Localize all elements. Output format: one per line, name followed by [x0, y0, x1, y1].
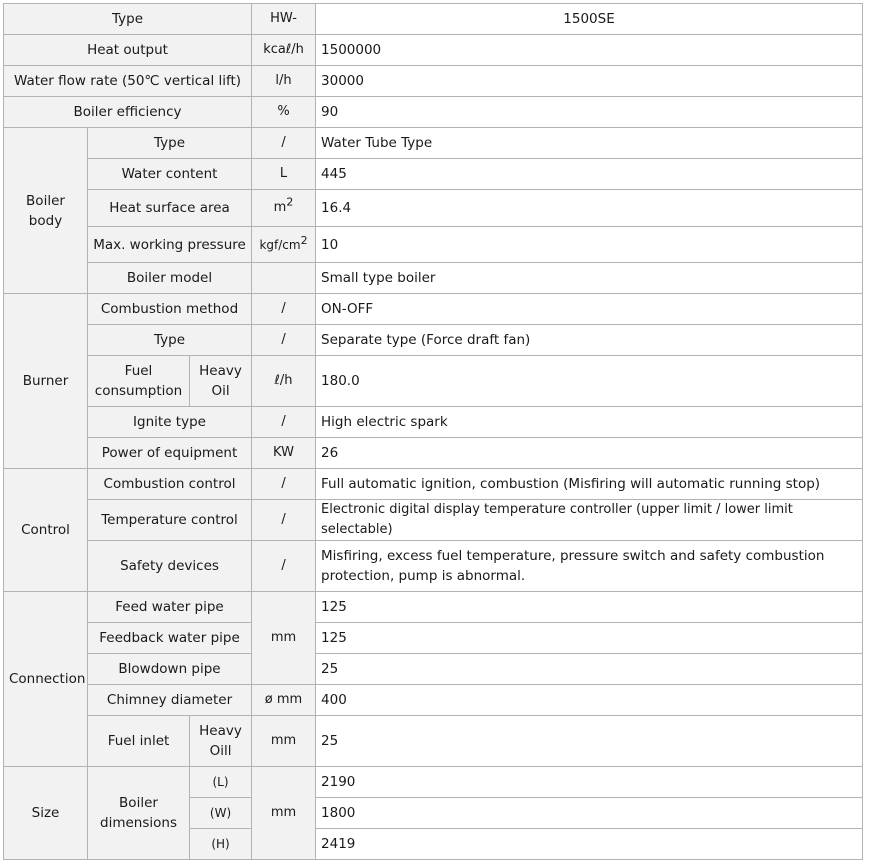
combustion-control-label: Combustion control: [88, 469, 252, 500]
heat-output-value: 1500000: [316, 35, 863, 66]
body-type-label: Type: [88, 128, 252, 159]
max-pressure-unit: kgf/$cm^2$: [252, 227, 316, 263]
ignite-type-label: Ignite type: [88, 407, 252, 438]
burner-type-unit: /: [252, 325, 316, 356]
table-row: [4, 159, 863, 190]
boiler-dimensions-label: Boiler dimensions: [88, 767, 190, 860]
dimension-h-value: 2419: [316, 829, 863, 860]
combustion-control-unit: /: [252, 469, 316, 500]
body-type-unit: /: [252, 128, 316, 159]
table-row: [4, 716, 863, 767]
fuel-inlet-value: 25: [316, 716, 863, 767]
fuel-consumption-value: 180.0: [316, 356, 863, 407]
dimension-w-label: (W): [190, 798, 252, 829]
burner-type-value: Separate type (Force draft fan): [316, 325, 863, 356]
fuel-consumption-label: Fuel consumption: [88, 356, 190, 407]
fuel-consumption-unit: ℓ/h: [252, 356, 316, 407]
max-pressure-label: Max. working pressure: [88, 227, 252, 263]
burner-group: Burner: [4, 294, 88, 469]
table-row: [4, 407, 863, 438]
temperature-control-unit: /: [252, 500, 316, 541]
water-content-label: Water content: [88, 159, 252, 190]
temperature-control-value: Electronic digital display temperature controller (upper limit / lower limit selectable): [316, 500, 863, 541]
body-type-value: Water Tube Type: [316, 128, 863, 159]
water-flow-label: Water flow rate (50℃ vertical lift): [4, 66, 252, 97]
dimension-h-label: (H): [190, 829, 252, 860]
table-row: [4, 66, 863, 97]
feedback-water-label: Feedback water pipe: [88, 623, 252, 654]
ignite-type-unit: /: [252, 407, 316, 438]
fuel-consumption-sub: Heavy Oil: [190, 356, 252, 407]
table-row: [4, 592, 863, 623]
table-row: [4, 190, 863, 227]
model-value: 1500SE: [316, 4, 863, 35]
table-row: [4, 767, 863, 798]
power-label: Power of equipment: [88, 438, 252, 469]
dimension-w-value: 1800: [316, 798, 863, 829]
connection-group: Connection: [4, 592, 88, 767]
safety-devices-value: Misfiring, excess fuel temperature, pressure switch and safety combustion protection, pump is abnormal.: [316, 541, 863, 592]
heat-surface-label: Heat surface area: [88, 190, 252, 227]
boiler-model-value: Small type boiler: [316, 263, 863, 294]
table-row: [4, 227, 863, 263]
heat-output-label: Heat output: [4, 35, 252, 66]
table-row: [4, 500, 863, 541]
size-unit: mm: [252, 767, 316, 860]
table-row: [4, 263, 863, 294]
blowdown-value: 25: [316, 654, 863, 685]
type-label: Type: [4, 4, 252, 35]
power-value: 26: [316, 438, 863, 469]
heat-surface-value: 16.4: [316, 190, 863, 227]
type-unit: HW-: [252, 4, 316, 35]
power-unit: KW: [252, 438, 316, 469]
heat-surface-unit: $m^2$: [252, 190, 316, 227]
temperature-control-label: Temperature control: [88, 500, 252, 541]
heat-output-unit: kcaℓ/h: [252, 35, 316, 66]
chimney-label: Chimney diameter: [88, 685, 252, 716]
burner-type-label: Type: [88, 325, 252, 356]
efficiency-label: Boiler efficiency: [4, 97, 252, 128]
table-row: [4, 541, 863, 592]
chimney-value: 400: [316, 685, 863, 716]
fuel-inlet-unit: mm: [252, 716, 316, 767]
table-row: [4, 438, 863, 469]
table-row: [4, 294, 863, 325]
size-group: Size: [4, 767, 88, 860]
dimension-l-label: (L): [190, 767, 252, 798]
ignite-type-value: High electric spark: [316, 407, 863, 438]
table-row: [4, 4, 863, 35]
combustion-method-value: ON-OFF: [316, 294, 863, 325]
table-row: [4, 97, 863, 128]
table-row: [4, 356, 863, 407]
control-group: Control: [4, 469, 88, 592]
table-row: [4, 469, 863, 500]
water-flow-value: 30000: [316, 66, 863, 97]
safety-devices-unit: /: [252, 541, 316, 592]
pipe-unit: mm: [252, 592, 316, 685]
feed-water-label: Feed water pipe: [88, 592, 252, 623]
feed-water-value: 125: [316, 592, 863, 623]
boiler-model-label: Boiler model: [88, 263, 252, 294]
boiler-spec-table: [3, 3, 863, 860]
water-content-unit: L: [252, 159, 316, 190]
combustion-method-label: Combustion method: [88, 294, 252, 325]
table-row: [4, 654, 863, 685]
water-content-value: 445: [316, 159, 863, 190]
boiler-model-unit: [252, 263, 316, 294]
combustion-control-value: Full automatic ignition, combustion (Misfiring will automatic running stop): [316, 469, 863, 500]
table-row: [4, 623, 863, 654]
fuel-inlet-label: Fuel inlet: [88, 716, 190, 767]
combustion-method-unit: /: [252, 294, 316, 325]
boiler-body-group: Boiler body: [4, 128, 88, 294]
efficiency-value: 90: [316, 97, 863, 128]
efficiency-unit: %: [252, 97, 316, 128]
safety-devices-label: Safety devices: [88, 541, 252, 592]
table-row: [4, 325, 863, 356]
fuel-inlet-sub: Heavy Oill: [190, 716, 252, 767]
table-row: [4, 685, 863, 716]
chimney-unit: ø mm: [252, 685, 316, 716]
max-pressure-value: 10: [316, 227, 863, 263]
table-row: [4, 128, 863, 159]
dimension-l-value: 2190: [316, 767, 863, 798]
blowdown-label: Blowdown pipe: [88, 654, 252, 685]
water-flow-unit: l/h: [252, 66, 316, 97]
feedback-water-value: 125: [316, 623, 863, 654]
table-row: [4, 35, 863, 66]
